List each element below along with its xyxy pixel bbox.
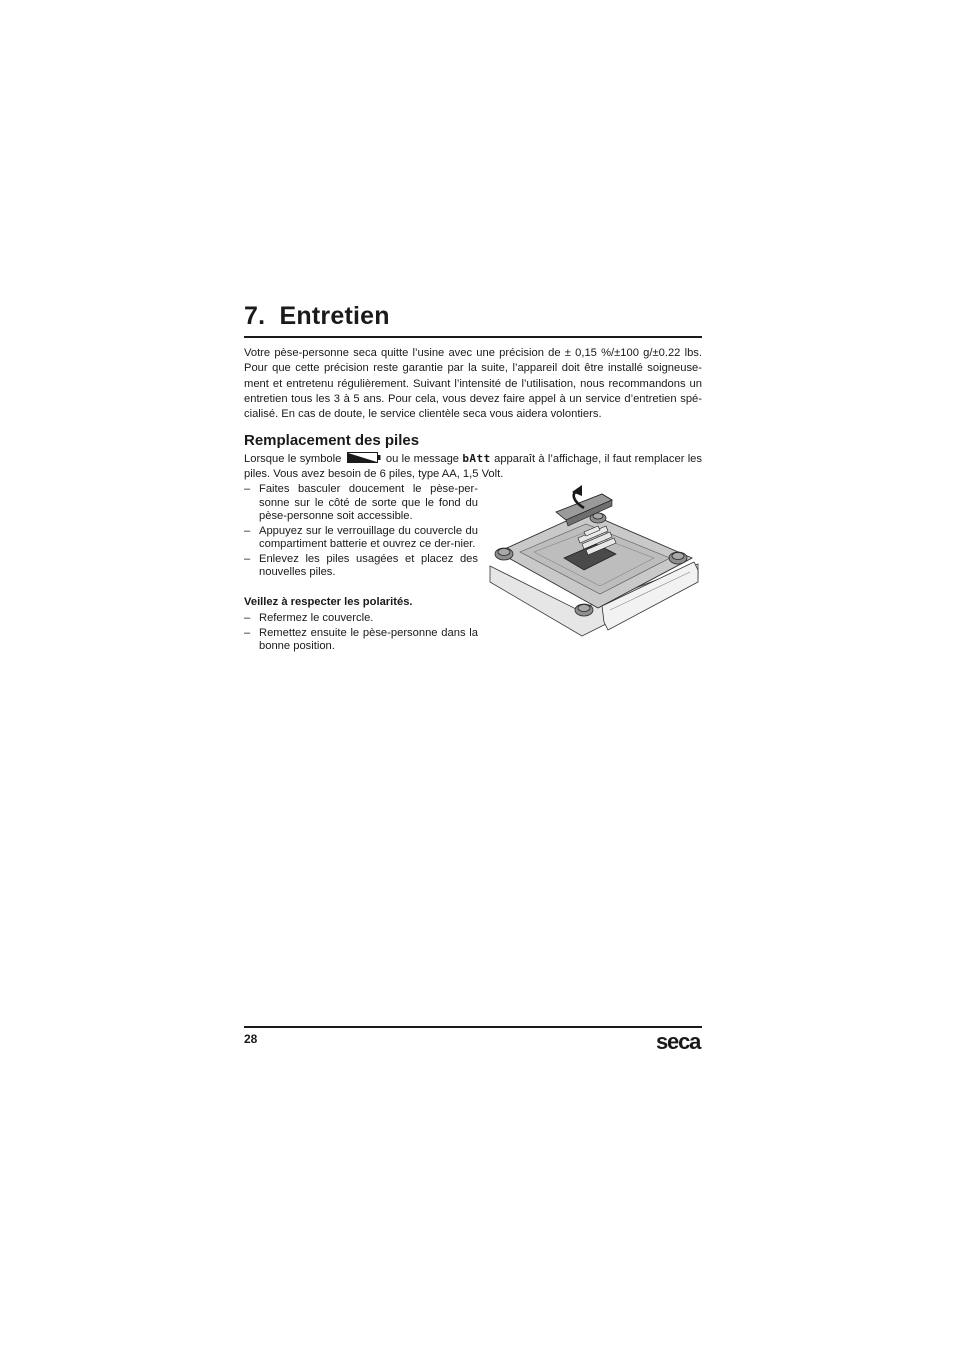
step-item [244, 627, 478, 654]
battery-message: bAtt [462, 452, 491, 465]
step-item [244, 553, 478, 580]
battery-low-icon [347, 452, 381, 463]
battery-paragraph [244, 452, 702, 481]
steps-after-list [244, 612, 478, 655]
battery-text-end: apparaît à l’affichage, il faut remplacer les piles. Vous avez besoin de 6 piles, type AA, 1,5 Volt. [244, 453, 702, 480]
seca-logo [656, 1028, 704, 1054]
bullet-dash: – [244, 524, 251, 537]
step-item [244, 612, 478, 626]
intro-paragraph: Votre pèse-personne seca quitte l’usine avec une précision de ± 0,15 %/±100 g/±0.22 lbs. Pour que cette précision reste garantie par la suite, l’appareil doit être installé soigneuse-ment et entretenu régulièrement. Suivant l’intensité de l’utilisation, nous recommandons un entretien tous les 3 à 5 ans. Pour cela, vous devez faire appel à un service d’entretien spé-cialisé. En cas de doute, le service clientèle seca vous aidera volontiers. [244, 347, 702, 421]
section-heading: Remplacement des piles [244, 432, 420, 449]
step-text: Appuyez sur le verrouillage du couvercle du compartiment batterie et ouvrez ce der-nier. [259, 524, 478, 550]
step-item [244, 483, 478, 524]
footer-divider [244, 1026, 702, 1028]
battery-text-start: Lorsque le symbole [244, 453, 342, 465]
page-title: 7. Entretien [244, 302, 390, 330]
bullet-dash: – [244, 626, 251, 639]
step-text: Faites basculer doucement le pèse-per-sonne sur le côté de sorte que le fond du pèse-personne soit accessible. [259, 483, 478, 522]
bullet-dash: – [244, 483, 251, 495]
step-text: Enlevez les piles usagées et placez des nouvelles piles. [259, 552, 478, 578]
step-item [244, 525, 478, 552]
scale-battery-compartment-illustration [486, 482, 702, 642]
steps-list [244, 483, 478, 581]
title-divider [244, 336, 702, 338]
step-text: Refermez le couvercle. [259, 612, 374, 624]
page-number: 28 [244, 1032, 258, 1046]
bullet-dash: – [244, 552, 251, 565]
bullet-dash: – [244, 612, 251, 624]
step-text: Remettez ensuite le pèse-personne dans la bonne position. [259, 626, 478, 652]
battery-text-middle: ou le message [385, 453, 460, 465]
brand-text: seca [656, 1029, 701, 1054]
polarity-warning: Veillez à respecter les polarités. [244, 596, 413, 608]
